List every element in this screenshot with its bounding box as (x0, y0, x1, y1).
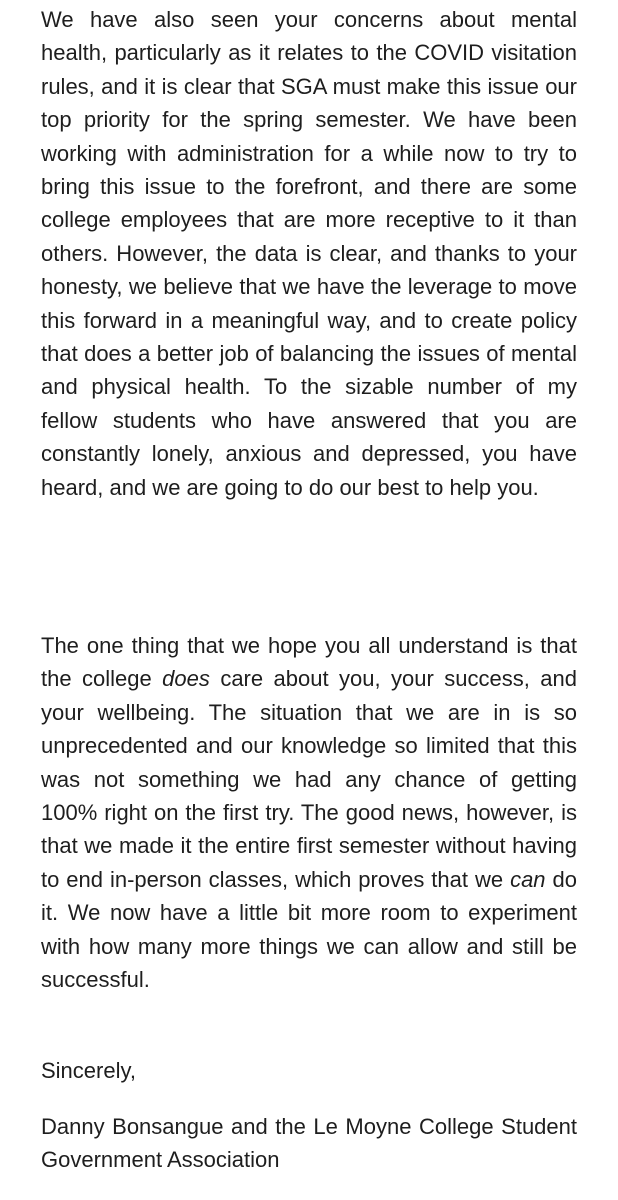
paragraph-text-part: do it. We now have a little bit more room to experiment with how many more things we can allow and still be successful. (41, 866, 577, 993)
paragraph-text-part: The one thing that we hope you all understand is that the college (41, 633, 577, 692)
closing-salutation: Sincerely, (41, 1058, 136, 1083)
paragraph-college-cares (41, 629, 577, 996)
emphasis-can: can (510, 866, 546, 892)
emphasis-does: does (162, 666, 210, 692)
paragraph-text-part: care about you, your success, and your wellbeing. The situation that we are in is so unprecedented and our knowledge so limited that this was not something we had any chance of getting 100% right on the first try. The good news, however, is that we made it the entire first semester without having to end in-person classes, which proves that we (41, 666, 577, 892)
paragraph-mental-health: We have also seen your concerns about mental health, particularly as it relates to the COVID visitation rules, and it is clear that SGA must make this issue our top priority for the spring semester. We have been working with administration for a while now to try to bring this issue to the forefront, and there are some college employees that are more receptive to it than others. However, the data is clear, and thanks to your honesty, we believe that we have the leverage to move this forward in a meaningful way, and to create policy that does a better job of balancing the issues of mental and physical health. To the sizable number of my fellow students who have answered that you are constantly lonely, anxious and depressed, you have heard, and we are going to do our best to help you. (41, 7, 577, 500)
signature-block: Danny Bonsangue and the Le Moyne College Student Government Association (41, 1114, 577, 1173)
